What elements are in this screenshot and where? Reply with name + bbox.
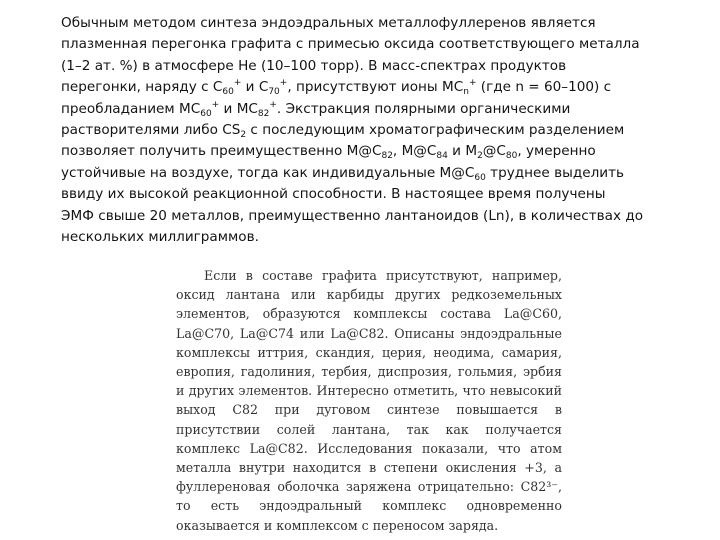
paragraph-line: ввиду их высокой реакционной способности. В настоящее время получены: [61, 186, 606, 203]
paragraph-line: перегонки, наряду с $C_{60}^+$ и $C_{70}^+$, присутствуют ионы $MC_n^+$ (где n = 60–100) с: [61, 78, 612, 98]
paragraph-line: позволяет получить преимущественно $M@C_{82}$, $M@C_{84}$ и $M_2@C_{80}$, умеренно: [61, 143, 596, 162]
paragraph-line: устойчивые на воздухе, тогда как индивидуальные $M@C_{60}$ труднее выделить: [61, 164, 625, 183]
scanned-excerpt-text: Если в составе графита присутствуют, например, оксид лантана или карбиды других редкоземельных элементов, образуются комплексы состава La@C60, La@C70, La@C74 или La@C82. Описаны эндоэдральные комплексы иттрия, скандия, церия, неодима, самария, европия, гадолиния, тербия, диспрозия, гольмия, эрбия и других элементов. Интересно отметить, что невысокий выход C82 при дуговом синтезе повышается в присутствии солей лантана, так как получается комплекс La@C82. Исследования показали, что атом металла внутри находится в степени окисления +3, а фуллереновая оболочка заряжена отрицательно: C82³⁻, то есть эндоэдральный комплекс одновременно оказывается и комплексом с переносом заряда.: [176, 268, 562, 533]
paragraph-line: плазменная перегонка графита с примесью оксида соответствующего металла: [61, 36, 640, 53]
paragraph-line: преобладанием $MC_{60}^+$ и $MC_{82}^+$. Экстракция полярными органическими: [61, 99, 571, 119]
main-paragraph: [61, 0, 693, 248]
paragraph-line: нескольких миллиграммов.: [61, 228, 259, 245]
paragraph-line: ЭМФ свыше 20 металлов, преимущественно лантаноидов (Ln), в количествах до: [61, 207, 644, 224]
paragraph-line: (1–2 ат. %) в атмосфере He (10–100 торр). В масс-спектрах продуктов: [61, 57, 567, 74]
paragraph-line: растворителями либо $CS_2$ с последующим хроматографическим разделением: [61, 121, 625, 140]
paragraph-line: Обычным методом синтеза эндоэдральных металлофуллеренов является: [61, 15, 596, 31]
scanned-textbook-excerpt: [170, 258, 568, 534]
